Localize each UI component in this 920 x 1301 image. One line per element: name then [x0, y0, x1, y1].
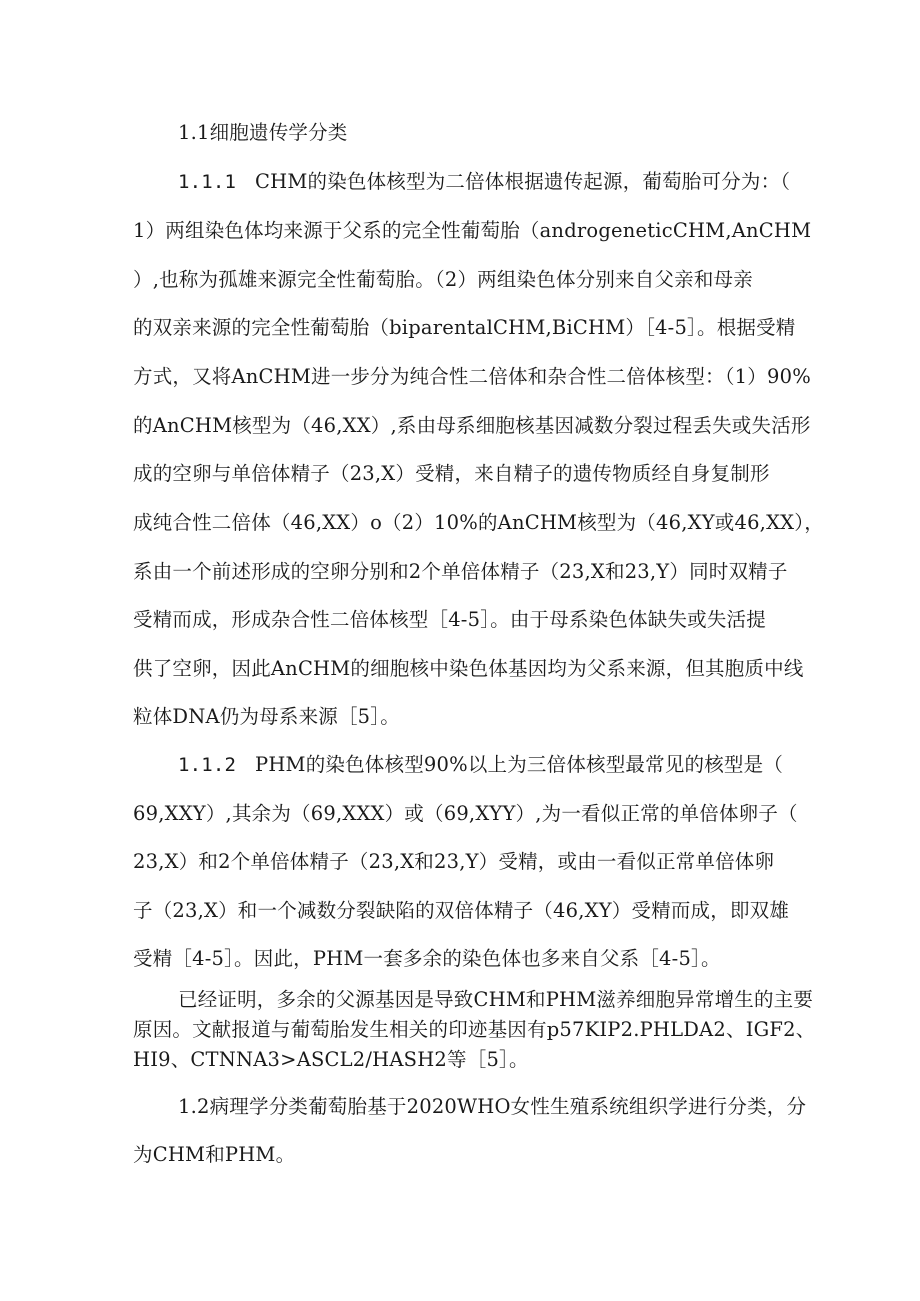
- paragraph-line: 供了空卵，因此AnCHM的细胞核中染色体基因均为父系来源，但其胞质中线: [133, 657, 804, 680]
- paragraph-line: 已经证明，多余的父源基因是导致CHM和PHM滋养细胞异常增生的主要: [178, 988, 814, 1011]
- paragraph-line: 为CHM和PHM。: [133, 1143, 296, 1166]
- paragraph-line: 成纯合性二倍体（46,XX）o（2）10%的AnCHM核型为（46,XY或46,XX），: [133, 511, 824, 534]
- paragraph-line: 1.2病理学分类葡萄胎基于2020WHO女性生殖系统组织学进行分类，分: [178, 1095, 807, 1118]
- paragraph-line: 23,X）和2个单倍体精子（23,X和23,Y）受精，或由一看似正常单倍体卵: [133, 850, 775, 873]
- section-number: 1.1.1: [178, 171, 237, 193]
- paragraph-line: 1）两组染色体均来源于父系的完全性葡萄胎（androgeneticCHM,AnCHM: [133, 219, 812, 242]
- paragraph-line: 受精而成，形成杂合性二倍体核型［4-5］。由于母系染色体缺失或失活提: [133, 608, 766, 631]
- paragraph-line: 69,XXY）,其余为（69,XXX）或（69,XYY）,为一看似正常的单倍体卵子（: [133, 802, 798, 825]
- paragraph-line: 方式，又将AnCHM进一步分为纯合性二倍体和杂合性二倍体核型：（1）90%: [133, 365, 811, 388]
- paragraph-line: 的双亲来源的完全性葡萄胎（biparentalCHM,BiCHM）［4-5］。根据受精: [133, 316, 796, 339]
- paragraph-line: PHM的染色体核型90%以上为三倍体核型最常见的核型是（: [255, 753, 784, 776]
- section-number: 1.1.2: [178, 754, 237, 776]
- heading-1-1: 1.1细胞遗传学分类: [178, 121, 348, 144]
- paragraph-line: 子（23,X）和一个减数分裂缺陷的双倍体精子（46,XY）受精而成，即双雄: [133, 899, 790, 922]
- paragraph-line: 系由一个前述形成的空卵分别和2个单倍体精子（23,X和23,Y）同时双精子: [133, 560, 788, 583]
- paragraph-line: CHM的染色体核型为二倍体根据遗传起源，葡萄胎可分为：（: [255, 170, 791, 193]
- paragraph-line: HI9、CTNNA3>ASCL2/HASH2等［5］。: [133, 1048, 529, 1071]
- paragraph-line: 的AnCHM核型为（46,XX）,系由母系细胞核基因减数分裂过程丢失或失活形: [133, 414, 811, 437]
- paragraph-line: 粒体DNA仍为母系来源［5］。: [133, 705, 400, 728]
- paragraph-line: ）,也称为孤雄来源完全性葡萄胎。（2）两组染色体分别来自父亲和母亲: [133, 268, 753, 291]
- paragraph-line: 成的空卵与单倍体精子（23,X）受精，来自精子的遗传物质经自身复制形: [133, 462, 770, 485]
- paragraph-line: 受精［4-5］。因此，PHM一套多余的染色体也多来自父系［4-5］。: [133, 947, 721, 970]
- paragraph-line: 原因。文献报道与葡萄胎发生相关的印迹基因有p57KIP2.PHLDA2、IGF2、: [133, 1018, 816, 1041]
